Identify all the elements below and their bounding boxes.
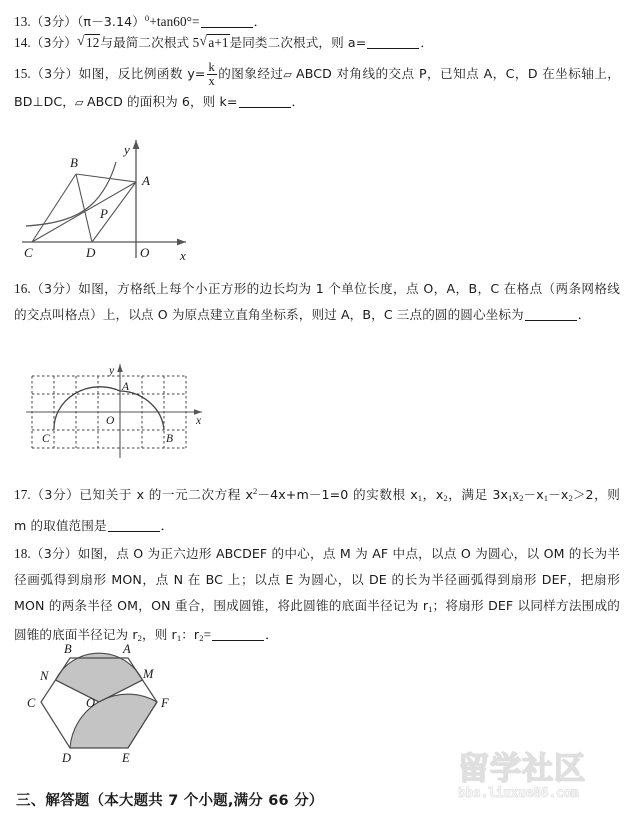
question-17-text-3: ，x	[422, 487, 444, 502]
question-17-text-4: ，满足 3x	[447, 487, 509, 502]
question-13-points: （3分）	[30, 14, 77, 29]
question-15-period: ．	[291, 94, 305, 109]
question-18: 18.（3分）如图，点 O 为正六边形 ABCDEF 的中心，点 M 为 AF 中点，以点 O 为圆心，以 OM 的长为半径画弧得到扇形 MON，点 N 在 BC 上；以点 E 为圆心，以 DE 的长为半径画弧得到扇形 DEF，把扇形 MON 的两条半径 OM，ON 重合，围成圆锥，将此圆锥的底面半径记为 $r_1$；将扇形 DEF 以同样方法围成的圆锥的底面半径记为 $r_2$，则 $r_1$：$r_2=$ ．	[14, 546, 621, 643]
fig18-label-M: M	[143, 667, 154, 681]
fig18-label-C: C	[27, 696, 36, 710]
question-16-period: ．	[577, 307, 591, 322]
question-13-number: 13	[14, 14, 28, 29]
question-14-number: 14	[14, 35, 28, 50]
question-15-number: 15	[14, 66, 28, 81]
fig15-label-O: O	[140, 245, 150, 260]
question-16-text-1: 如图，方格纸上每个小正方形的边长均为 1 个单位长度，点 O，A，B，C 在格点（两条网格线的交点叫格点）上，以点 O 为原点建立直角坐标系，则过 A，B，C 三点的圆的圆心坐标为	[14, 281, 620, 322]
question-16-number: 16	[14, 281, 28, 296]
question-15-text-2: 的图象经过	[217, 66, 284, 81]
question-14-radicand-1: 12	[86, 35, 100, 50]
question-17-sub-1: 1	[417, 493, 423, 503]
fig15-label-y: y	[124, 142, 130, 157]
question-14-points: （3分）	[30, 35, 77, 50]
fig18-label-A: A	[123, 642, 131, 656]
question-18-sub-2: 2	[137, 633, 143, 643]
question-14: 14.（3分） √ 12与最简二次根式 5 √ a+1是同类二次根式，则 a= ．	[14, 31, 620, 56]
fig18-label-N: N	[40, 669, 49, 683]
site-watermark	[458, 752, 626, 812]
question-13-answer-blank[interactable]	[201, 14, 253, 28]
question-13-expression-open: （π－3.14）	[77, 14, 145, 29]
question-15-text-1: 如图，反比例函数 y=	[78, 66, 206, 81]
question-14-radicand-2: a+1	[208, 35, 229, 50]
question-17-period: ．	[160, 518, 174, 533]
question-17-sub-4: 2	[519, 493, 524, 503]
question-13: 13.（3分）$(\pi-3.14)^0+\tan 60^\circ=$ ．	[14, 13, 267, 29]
fig16-label-C: C	[42, 433, 50, 445]
question-14-answer-blank[interactable]	[367, 35, 419, 49]
question-14-radical-1	[77, 31, 100, 56]
question-18-sub-4: 2	[199, 633, 204, 643]
fig15-svg	[14, 126, 204, 266]
question-17-sub-2: 2	[443, 493, 448, 503]
fig18-label-F: F	[161, 696, 169, 710]
question-15-text-3: ABCD 对角线的交点 P，已知点 A，C，D 在坐标轴上，BD⊥DC，	[14, 66, 620, 109]
fig15-label-A: A	[142, 173, 150, 188]
fig15-label-D: D	[86, 245, 96, 260]
question-15-fraction	[207, 61, 217, 88]
question-17-answer-blank[interactable]	[108, 518, 160, 532]
fig18-label-E: E	[122, 751, 130, 765]
question-14-period: ．	[420, 35, 434, 50]
fig16-label-O: O	[106, 415, 115, 427]
question-17-sub-3: 1	[508, 493, 513, 503]
fig18-label-D: D	[62, 751, 72, 765]
watermark-url-text: bbs.liuxue86.com	[458, 786, 579, 801]
question-18-text-3: ，则 r	[142, 627, 177, 642]
question-17-text-8: ＞2，则 m 的取值范围是	[14, 487, 620, 533]
question-18-period: ．	[265, 627, 278, 642]
question-17-text-5: x	[512, 487, 520, 502]
question-18-answer-blank[interactable]	[212, 627, 264, 641]
question-13-expression-rest: +tan60°=	[149, 14, 200, 29]
fig16-svg	[16, 360, 216, 465]
fig18-svg	[24, 640, 174, 765]
question-18-sub-1: 1	[428, 604, 433, 614]
question-15-fraction-denominator: x	[208, 73, 215, 88]
question-16-answer-blank[interactable]	[525, 307, 577, 321]
question-18-text-4: ：r	[181, 627, 200, 642]
question-15: 15.（3分）如图，反比例函数 y= $\frac{k}{x}$ 的图象经过▱ ABCD 对角线的交点 P，已知点 A，C，D 在坐标轴上，BD⊥DC，▱ ABCD 的面积为 6，则 k= ．	[14, 59, 620, 109]
question-17-text-7: －x	[548, 487, 569, 502]
question-14-coefficient: 5	[192, 35, 200, 50]
question-17-text-6: －x	[523, 487, 544, 502]
fig18-label-B: B	[64, 642, 72, 656]
question-17-points: （3分）	[30, 487, 80, 502]
question-14-radical-2	[199, 31, 229, 56]
question-15-parallelogram-symbol-2: ▱	[75, 96, 84, 109]
fig16-label-x: x	[196, 415, 202, 427]
question-17: 17.（3分）已知关于 x 的一元二次方程 $x^2-4x+m-1=0$ 的实数根 $x_1$，$x_2$，满足 $3x_1x_2-x_1-x_2>2$，则 m 的取值范围是 ．	[14, 486, 620, 533]
question-18-text-1: 如图，点 O 为正六边形 ABCDEF 的中心，点 M 为 AF 中点，以点 O 为圆心，以 OM 的长为半径画弧得到扇形 MON，点 N 在 BC 上；以点 E 为圆心，以 DE 的长为半径画弧得到扇形 DEF，把扇形 MON 的两条半径 OM，ON 重合，围成圆锥，将此圆锥的底面半径记为 r	[14, 546, 620, 613]
question-17-text-1: 已知关于 x 的一元二次方程 x	[79, 487, 254, 502]
question-15-text-4: ABCD 的面积为 6，则 k=	[86, 94, 238, 109]
fig18-label-O: O	[86, 696, 96, 710]
question-17-sub-6: 2	[568, 493, 573, 503]
question-14-text-2: 是同类二次根式，则 a=	[229, 35, 367, 50]
question-18-text-2: ；将扇形 DEF 以同样方法围成的圆锥的底面半径记为 r	[14, 598, 621, 642]
fig15-label-B: B	[70, 155, 78, 170]
fig16-label-B: B	[166, 433, 174, 445]
section-heading-answer-questions: 三、解答题（本大题共 7 个小题,满分 66 分）	[16, 793, 324, 809]
question-18-sub-3: 1	[176, 633, 182, 643]
question-18-text-5: =	[203, 627, 212, 642]
question-14-text-1: 与最简二次根式	[100, 35, 190, 50]
question-16: 16.（3分）如图，方格纸上每个小正方形的边长均为 1 个单位长度，点 O，A，B，C 在格点（两条网格线的交点叫格点）上，以点 O 为原点建立直角坐标系，则过 A，B，C 三点的圆的圆心坐标为 ．	[14, 281, 620, 322]
question-16-points: （3分）	[30, 281, 79, 296]
question-15-fraction-numerator: k	[208, 59, 215, 74]
question-18-number: 18	[14, 546, 28, 561]
question-13-exponent: 0	[144, 13, 150, 23]
question-15-answer-blank[interactable]	[239, 94, 291, 108]
question-18-points: （3分）	[30, 546, 78, 561]
question-13-period: ．	[253, 14, 267, 29]
fig18-sector-DEF	[70, 694, 157, 748]
fig15-label-x: x	[180, 248, 186, 263]
watermark-chinese-text: 留学社区	[458, 751, 586, 787]
question-17-text-2: －4x+m－1=0 的实数根 x	[257, 487, 418, 502]
fig16-label-A: A	[122, 381, 130, 393]
fig16-label-y: y	[109, 365, 115, 377]
figure-question-16	[16, 360, 216, 470]
question-15-points: （3分）	[30, 66, 79, 81]
question-15-parallelogram-symbol-1: ▱	[283, 68, 293, 81]
question-17-sub-5: 1	[543, 493, 549, 503]
figure-question-15	[14, 126, 204, 271]
question-17-exponent: 2	[253, 486, 258, 496]
figure-question-18	[24, 640, 174, 770]
question-17-number: 17	[14, 487, 28, 502]
fig15-label-P: P	[100, 206, 108, 221]
fig15-label-C: C	[24, 245, 33, 260]
